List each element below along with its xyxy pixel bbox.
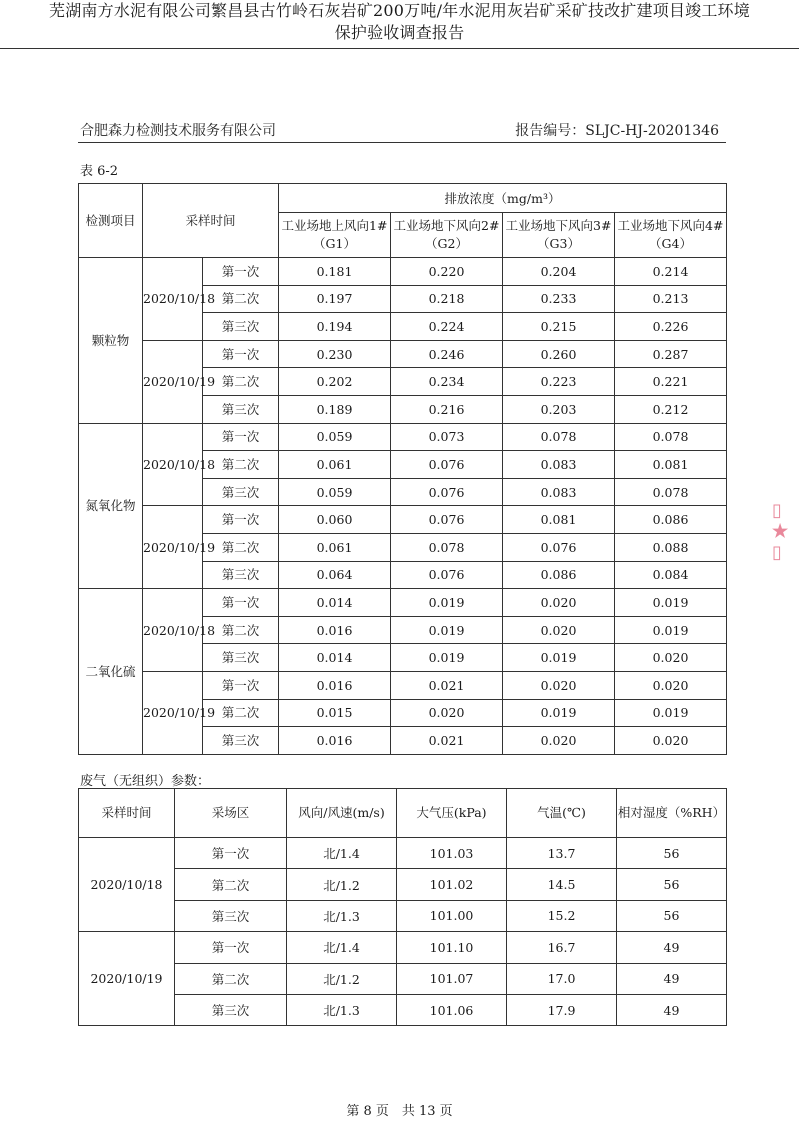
parameter-value: 北/1.4 (287, 932, 397, 963)
sample-date: 2020/10/18 (79, 838, 175, 932)
concentration-value: 0.084 (615, 561, 727, 589)
concentration-value: 0.088 (615, 533, 727, 561)
table-row (79, 423, 727, 451)
pollutant-name: 二氧化硫 (79, 589, 143, 755)
concentration-value: 0.078 (615, 478, 727, 506)
concentration-value: 0.076 (391, 451, 503, 479)
parameter-value: 16.7 (507, 932, 617, 963)
sample-round: 第三次 (203, 644, 279, 672)
sample-round: 第一次 (203, 423, 279, 451)
concentration-value: 0.216 (391, 395, 503, 423)
table-row (79, 340, 727, 368)
parameter-value: 101.03 (397, 838, 507, 869)
table-row (79, 994, 727, 1025)
concentration-value: 0.233 (503, 285, 615, 313)
table-row (79, 589, 727, 617)
concentration-value: 0.020 (503, 671, 615, 699)
parameter-value: 北/1.3 (287, 994, 397, 1025)
parameter-value: 第二次 (175, 869, 287, 900)
pollutant-name: 颗粒物 (79, 258, 143, 424)
parameter-value: 北/1.4 (287, 838, 397, 869)
parameter-value: 第二次 (175, 963, 287, 994)
concentration-value: 0.223 (503, 368, 615, 396)
concentration-value: 0.214 (615, 258, 727, 286)
sample-round: 第二次 (203, 368, 279, 396)
parameter-value: 北/1.2 (287, 963, 397, 994)
parameter-value: 101.06 (397, 994, 507, 1025)
weather-parameters-table (78, 788, 727, 1026)
concentration-value: 0.076 (391, 506, 503, 534)
table-header-row (79, 789, 727, 838)
concentration-value: 0.083 (503, 478, 615, 506)
concentration-value: 0.019 (503, 644, 615, 672)
concentration-value: 0.016 (279, 616, 391, 644)
sample-round: 第二次 (203, 533, 279, 561)
parameter-value: 15.2 (507, 900, 617, 931)
parameter-value: 101.02 (397, 869, 507, 900)
col-header-point: 工业场地下风向2#（G2） (391, 213, 503, 258)
concentration-value: 0.076 (503, 533, 615, 561)
emission-concentration-table (78, 183, 727, 755)
concentration-value: 0.019 (615, 589, 727, 617)
sample-round: 第二次 (203, 451, 279, 479)
concentration-value: 0.059 (279, 423, 391, 451)
col-header: 大气压(kPa) (397, 789, 507, 838)
concentration-value: 0.061 (279, 533, 391, 561)
report-number: 报告编号：SLJC-HJ-20201346 (515, 123, 719, 139)
sample-round: 第二次 (203, 699, 279, 727)
concentration-value: 0.078 (503, 423, 615, 451)
sample-round: 第三次 (203, 313, 279, 341)
concentration-value: 0.014 (279, 644, 391, 672)
sample-round: 第一次 (203, 258, 279, 286)
table-row (79, 963, 727, 994)
sample-date: 2020/10/18 (143, 423, 203, 506)
concentration-value: 0.020 (615, 644, 727, 672)
concentration-value: 0.078 (615, 423, 727, 451)
concentration-value: 0.060 (279, 506, 391, 534)
col-header: 采样时间 (79, 789, 175, 838)
concentration-value: 0.260 (503, 340, 615, 368)
concentration-value: 0.019 (391, 616, 503, 644)
concentration-value: 0.212 (615, 395, 727, 423)
concentration-value: 0.020 (391, 699, 503, 727)
concentration-value: 0.019 (391, 644, 503, 672)
col-header-point: 工业场地下风向3#（G3） (503, 213, 615, 258)
concentration-value: 0.019 (503, 699, 615, 727)
table-row (79, 838, 727, 869)
concentration-value: 0.226 (615, 313, 727, 341)
concentration-value: 0.019 (615, 699, 727, 727)
parameter-value: 56 (617, 869, 727, 900)
sample-round: 第一次 (203, 671, 279, 699)
concentration-value: 0.181 (279, 258, 391, 286)
inspection-stamp: ▯ ★ ▯ (772, 500, 789, 563)
concentration-value: 0.246 (391, 340, 503, 368)
concentration-value: 0.016 (279, 671, 391, 699)
concentration-value: 0.218 (391, 285, 503, 313)
parameter-value: 56 (617, 838, 727, 869)
concentration-value: 0.194 (279, 313, 391, 341)
sample-round: 第二次 (203, 616, 279, 644)
sample-round: 第一次 (203, 589, 279, 617)
sample-round: 第一次 (203, 340, 279, 368)
concentration-value: 0.064 (279, 561, 391, 589)
concentration-value: 0.083 (503, 451, 615, 479)
col-header: 采场区 (175, 789, 287, 838)
col-header: 相对湿度（%RH） (617, 789, 727, 838)
table-row (79, 506, 727, 534)
sample-round: 第三次 (203, 561, 279, 589)
col-header-time: 采样时间 (143, 184, 279, 258)
parameter-value: 北/1.2 (287, 869, 397, 900)
concentration-value: 0.086 (503, 561, 615, 589)
concentration-value: 0.059 (279, 478, 391, 506)
table-row (79, 671, 727, 699)
sample-round: 第二次 (203, 285, 279, 313)
header-title-line1: 芜湖南方水泥有限公司繁昌县古竹岭石灰岩矿200万吨/年水泥用灰岩矿采矿技改扩建项目竣工环境 (49, 1, 750, 20)
col-header-concentration: 排放浓度（mg/m³） (279, 184, 727, 213)
table-row (79, 258, 727, 286)
sample-date: 2020/10/19 (143, 506, 203, 589)
concentration-value: 0.019 (615, 616, 727, 644)
concentration-value: 0.220 (391, 258, 503, 286)
concentration-value: 0.020 (503, 589, 615, 617)
table-row (79, 932, 727, 963)
concentration-value: 0.213 (615, 285, 727, 313)
sample-date: 2020/10/18 (143, 258, 203, 341)
sample-round: 第三次 (203, 727, 279, 755)
concentration-value: 0.230 (279, 340, 391, 368)
parameter-value: 17.9 (507, 994, 617, 1025)
sample-round: 第三次 (203, 395, 279, 423)
concentration-value: 0.016 (279, 727, 391, 755)
header-title-line2: 保护验收调查报告 (334, 23, 465, 42)
concentration-value: 0.081 (615, 451, 727, 479)
concentration-value: 0.204 (503, 258, 615, 286)
parameter-value: 101.10 (397, 932, 507, 963)
parameter-value: 北/1.3 (287, 900, 397, 931)
parameter-value: 49 (617, 963, 727, 994)
concentration-value: 0.197 (279, 285, 391, 313)
table2-label: 废气（无组织）参数： (80, 774, 211, 789)
parameter-value: 56 (617, 900, 727, 931)
sample-date: 2020/10/19 (79, 932, 175, 1026)
col-header: 风向/风速(m/s) (287, 789, 397, 838)
col-header-point: 工业场地上风向1#（G1） (279, 213, 391, 258)
concentration-value: 0.081 (503, 506, 615, 534)
parameter-value: 第三次 (175, 994, 287, 1025)
parameter-value: 49 (617, 932, 727, 963)
page-footer: 第 8 页 共 13 页 (346, 1104, 453, 1119)
table-row (79, 869, 727, 900)
concentration-value: 0.234 (391, 368, 503, 396)
parameter-value: 第三次 (175, 900, 287, 931)
header-rule (0, 48, 799, 49)
document-header (0, 0, 799, 44)
concentration-value: 0.203 (503, 395, 615, 423)
parameter-value: 第一次 (175, 932, 287, 963)
parameter-value: 49 (617, 994, 727, 1025)
concentration-value: 0.202 (279, 368, 391, 396)
concentration-value: 0.189 (279, 395, 391, 423)
table-row (79, 900, 727, 931)
concentration-value: 0.021 (391, 727, 503, 755)
sample-date: 2020/10/19 (143, 340, 203, 423)
concentration-value: 0.020 (615, 671, 727, 699)
concentration-value: 0.021 (391, 671, 503, 699)
concentration-value: 0.061 (279, 451, 391, 479)
concentration-value: 0.073 (391, 423, 503, 451)
concentration-value: 0.020 (615, 727, 727, 755)
concentration-value: 0.215 (503, 313, 615, 341)
concentration-value: 0.078 (391, 533, 503, 561)
col-header: 气温(℃) (507, 789, 617, 838)
sample-date: 2020/10/19 (143, 671, 203, 754)
sample-round: 第三次 (203, 478, 279, 506)
company-name: 合肥森力检测技术服务有限公司 (80, 123, 276, 139)
col-header-item: 检测项目 (79, 184, 143, 258)
parameter-value: 17.0 (507, 963, 617, 994)
concentration-value: 0.020 (503, 616, 615, 644)
parameter-value: 第一次 (175, 838, 287, 869)
sample-date: 2020/10/18 (143, 589, 203, 672)
concentration-value: 0.019 (391, 589, 503, 617)
concentration-value: 0.014 (279, 589, 391, 617)
table-header-row (79, 184, 727, 213)
concentration-value: 0.076 (391, 561, 503, 589)
concentration-value: 0.221 (615, 368, 727, 396)
pollutant-name: 氮氧化物 (79, 423, 143, 589)
concentration-value: 0.224 (391, 313, 503, 341)
parameter-value: 101.00 (397, 900, 507, 931)
report-header-rule (78, 142, 726, 143)
parameter-value: 101.07 (397, 963, 507, 994)
concentration-value: 0.287 (615, 340, 727, 368)
table1-label: 表 6-2 (80, 164, 119, 179)
sample-round: 第一次 (203, 506, 279, 534)
parameter-value: 14.5 (507, 869, 617, 900)
col-header-point: 工业场地下风向4#（G4） (615, 213, 727, 258)
concentration-value: 0.015 (279, 699, 391, 727)
concentration-value: 0.086 (615, 506, 727, 534)
concentration-value: 0.076 (391, 478, 503, 506)
parameter-value: 13.7 (507, 838, 617, 869)
concentration-value: 0.020 (503, 727, 615, 755)
